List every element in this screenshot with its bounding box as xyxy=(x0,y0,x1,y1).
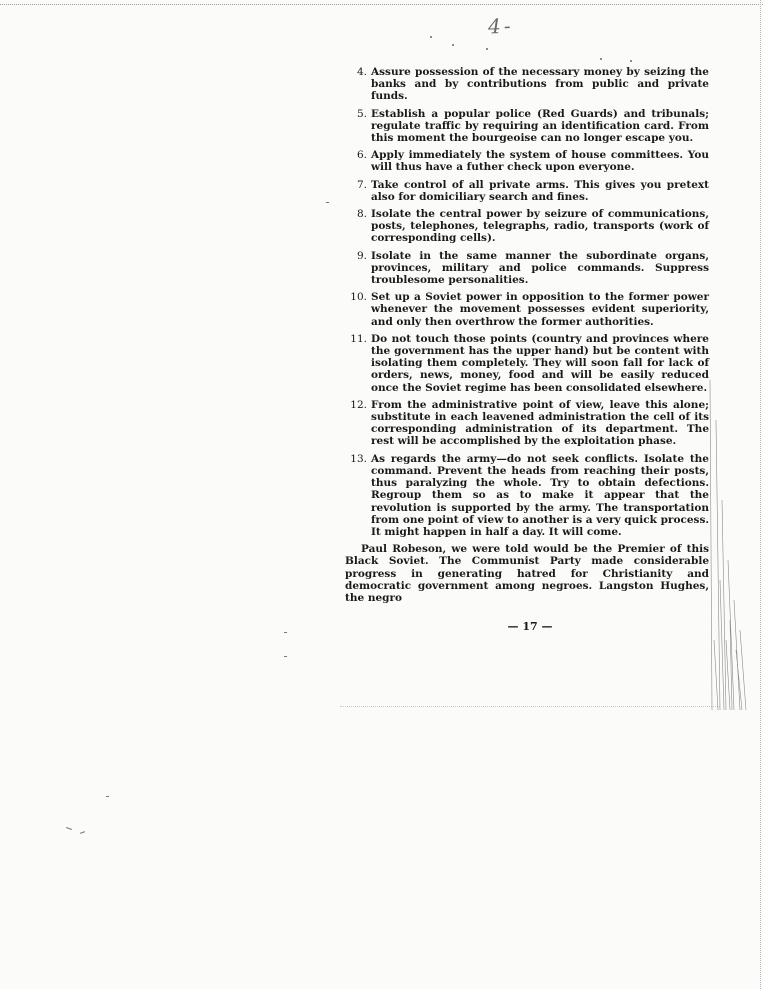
list-item-text: Take control of all private arms. This gives you pretext also for domiciliary search and fines. xyxy=(371,178,709,203)
list-item xyxy=(345,66,709,103)
list-item-text: Do not touch those points (country and provinces where the government has the upper hand) but be content with isolating them completely. They will soon fall for lack of orders, news, money, food and will be easily reduced once the Soviet regime has been consolidated elsewhere. xyxy=(371,332,709,394)
list-item xyxy=(345,250,709,287)
list-item-text: From the administrative point of view, leave this alone; substitute in each leavened administration the cell of its corresponding administration of its department. The rest will be accomplished by the exploitation phase. xyxy=(371,398,709,448)
scan-mark xyxy=(80,831,85,834)
list-item xyxy=(345,399,709,448)
list-item-number: 10. xyxy=(350,291,367,304)
scan-mark xyxy=(284,656,287,657)
list-item-number: 11. xyxy=(350,332,367,345)
scan-speck xyxy=(452,44,454,46)
scan-speck xyxy=(486,48,488,50)
list-item xyxy=(345,179,709,203)
list-item xyxy=(345,208,709,245)
list-item-number: 6. xyxy=(356,149,367,162)
scan-mark xyxy=(66,827,72,830)
list-item xyxy=(345,453,709,538)
handwritten-page-mark: 4- xyxy=(487,13,514,39)
scan-streaks xyxy=(690,380,750,710)
scan-speck xyxy=(600,58,602,60)
list-item-text: Isolate in the same manner the subordinate organs, provinces, military and police commands. Suppress troublesome personalities. xyxy=(371,249,709,287)
list-item-number: 12. xyxy=(350,398,367,411)
list-item-text: Set up a Soviet power in opposition to the former power whenever the movement possesses evident superiority, and only then overthrow the former authorities. xyxy=(371,291,709,328)
list-item-number: 13. xyxy=(350,452,367,465)
list-item xyxy=(345,149,709,173)
list-item-text: Isolate the central power by seizure of communications, posts, telephones, telegraphs, radio, transports (work of corresponding cells). xyxy=(371,208,709,245)
list-item-number: 7. xyxy=(356,178,367,191)
list-item-number: 8. xyxy=(356,208,367,221)
list-item xyxy=(345,108,709,145)
list-item-number: 4. xyxy=(356,66,367,78)
list-item-number: 9. xyxy=(356,249,367,262)
scan-speck xyxy=(630,60,632,62)
list-item-text: Establish a popular police (Red Guards) and tribunals; regulate traffic by requiring an identification card. From this moment the bourgeoise can no longer escape you. xyxy=(371,107,709,145)
list-item-number: 5. xyxy=(356,107,367,120)
list-item xyxy=(345,333,709,394)
closing-paragraph: Paul Robeson, we were told would be the Premier of this Black Soviet. The Communist Party made considerable progress in generating hatred for Christianity and democratic government among negroes. Langston Hughes, the negro xyxy=(345,543,709,604)
scan-mark xyxy=(326,202,329,203)
scan-edge-top xyxy=(0,0,763,5)
list-item-text: As regards the army—do not seek conflicts. Isolate the command. Prevent the heads from reaching their posts, thus paralyzing the whole. Try to obtain defections. Regroup them so as to make it appear that the revolution is supported by the army. The transportation from one point of view to another is a very quick process. It might happen in half a day. It will come. xyxy=(371,452,710,538)
scan-speck xyxy=(430,36,432,38)
list-item xyxy=(345,291,709,328)
scan-mark xyxy=(106,796,109,797)
list-item-text: Apply immediately the system of house committees. You will thus have a futher check upon everyone. xyxy=(371,149,709,174)
scan-edge-bottom xyxy=(340,706,720,708)
scan-edge-right xyxy=(758,0,761,989)
page-number: — 17 — xyxy=(507,620,553,633)
scan-mark xyxy=(284,632,287,633)
document-body xyxy=(345,66,709,604)
list-item-text: Assure possession of the necessary money by seizing the banks and by contributions from public and private funds. xyxy=(371,66,709,103)
